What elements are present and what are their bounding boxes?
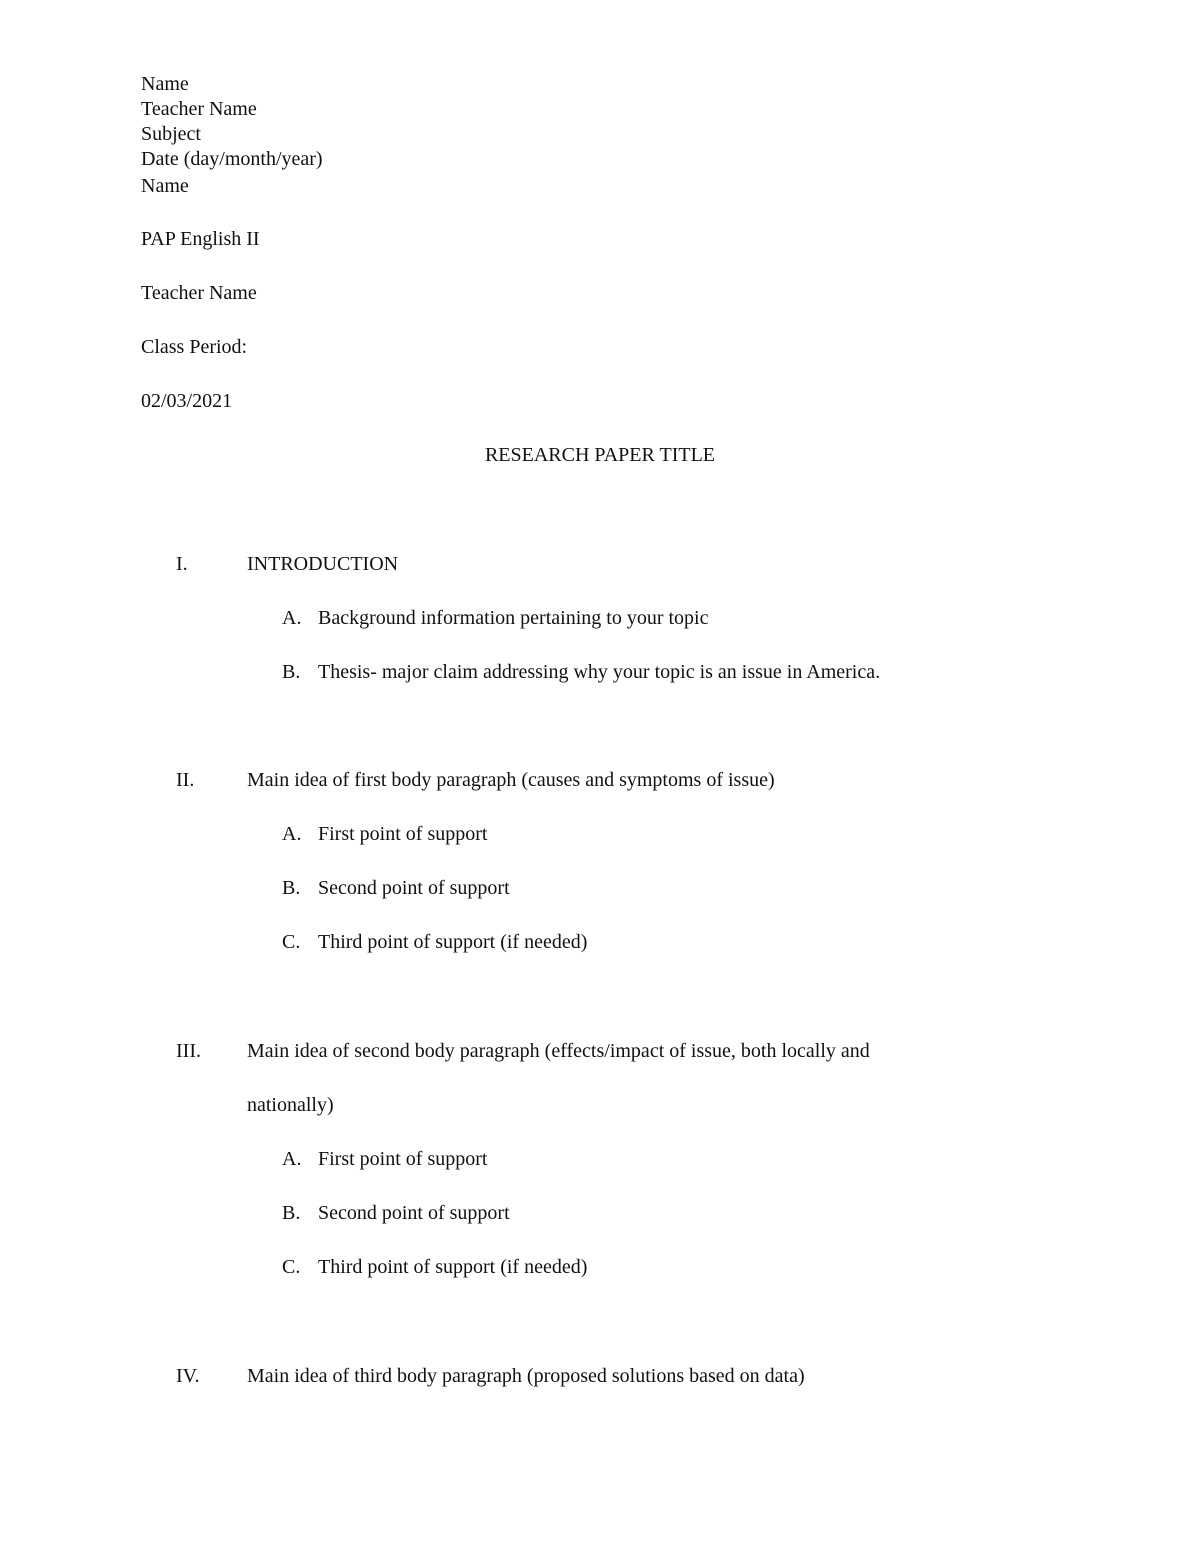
point-letter: A. (282, 607, 302, 629)
point-letter: B. (282, 1202, 301, 1224)
point-letter: C. (282, 1256, 301, 1278)
section-numeral: I. (176, 553, 188, 575)
point-letter: B. (282, 661, 301, 683)
course-name: PAP English II (141, 228, 260, 250)
header-name: Name (141, 73, 189, 95)
section-heading: Main idea of third body paragraph (proposed solutions based on data) (247, 1365, 805, 1387)
point-text: First point of support (318, 823, 488, 845)
section-numeral: II. (176, 769, 195, 791)
point-letter: B. (282, 877, 301, 899)
header-teacher-name: Teacher Name (141, 98, 257, 120)
section-numeral: III. (176, 1040, 201, 1062)
point-text: Third point of support (if needed) (318, 1256, 588, 1278)
section-heading: INTRODUCTION (247, 553, 399, 575)
point-text: First point of support (318, 1148, 488, 1170)
section-heading-continuation: nationally) (247, 1094, 334, 1116)
point-text: Second point of support (318, 1202, 510, 1224)
header-subject: Subject (141, 123, 201, 145)
point-text: Second point of support (318, 877, 510, 899)
header-date: Date (day/month/year) (141, 148, 323, 170)
teacher-name: Teacher Name (141, 282, 257, 304)
class-period: Class Period: (141, 336, 248, 358)
section-numeral: IV. (176, 1365, 200, 1387)
section-heading: Main idea of second body paragraph (effects/impact of issue, both locally and (247, 1040, 870, 1062)
paper-title: RESEARCH PAPER TITLE (484, 444, 716, 466)
section-heading: Main idea of first body paragraph (causes and symptoms of issue) (247, 769, 775, 791)
point-text: Background information pertaining to your topic (318, 607, 709, 629)
point-letter: A. (282, 823, 302, 845)
point-letter: A. (282, 1148, 302, 1170)
point-text: Third point of support (if needed) (318, 931, 588, 953)
header-name-repeat: Name (141, 175, 189, 197)
point-letter: C. (282, 931, 301, 953)
point-text: Thesis- major claim addressing why your topic is an issue in America. (318, 661, 881, 683)
date: 02/03/2021 (141, 390, 233, 412)
